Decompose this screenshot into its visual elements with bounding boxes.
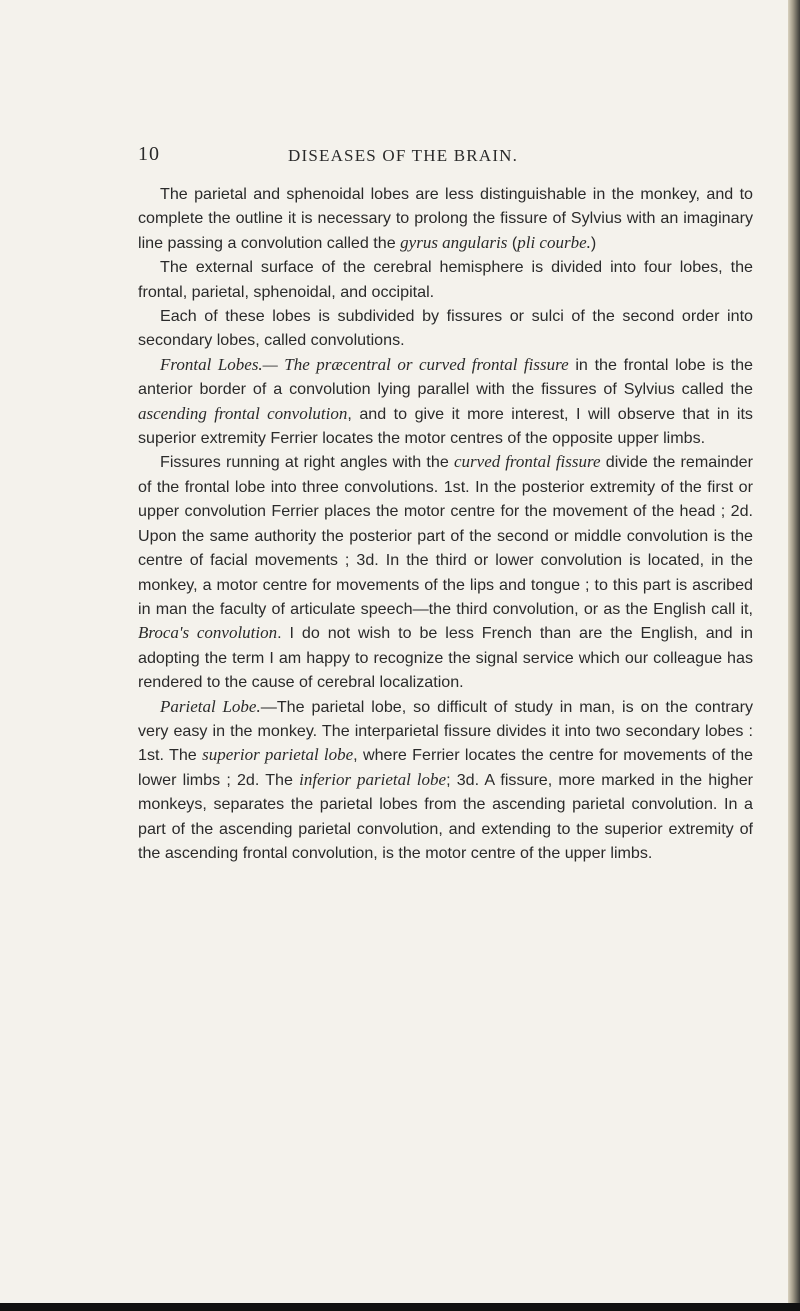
text-run: —The parietal lobe, so difficult of study in man, is on the contrary very easy in the monkey. The interparietal fissure divides it into two secondary lobes : 1st. The (138, 697, 754, 765)
text-run: ) (590, 233, 597, 252)
page-right-edge (788, 0, 800, 1311)
page-header (138, 143, 758, 171)
italic-term: curved frontal fissure (453, 452, 601, 472)
italic-term: superior parietal lobe (202, 745, 354, 765)
section-heading: Frontal Lobes.— The præcentral or curved frontal fissure (160, 354, 569, 374)
body-text (138, 182, 753, 865)
paragraph (138, 353, 753, 451)
running-head: DISEASES OF THE BRAIN. (288, 146, 519, 165)
paragraph (138, 304, 753, 353)
text-run: , and to give it more interest, I will observe that in its superior extremity Ferrier locates the motor centres of the opposite upper limbs. (138, 404, 753, 448)
text-run: Each of these lobes is subdivided by fissures or sulci of the second order into secondary lobes, called convolutions. (138, 307, 753, 350)
italic-term: inferior parietal lobe (299, 769, 447, 789)
text-run: ; 3d. A fissure, more marked in the higher monkeys, separates the parietal lobes from the ascending parietal convolution. In a part of the ascending parietal convolution, and extending to the superior extremity of the ascending frontal convolution, is the motor centre of the upper limbs. (138, 770, 754, 862)
text-run: in the frontal lobe is the anterior border of a convolution lying parallel with the fissures of Sylvius called the (138, 355, 753, 399)
text-run: , where Ferrier locates the centre for movements of the lower limbs ; 2d. The (138, 746, 753, 789)
section-heading: Parietal Lobe. (160, 696, 261, 716)
paragraph (138, 255, 753, 304)
page-number: 10 (138, 143, 160, 165)
italic-term: ascending frontal convolution (138, 403, 348, 423)
paragraph (138, 695, 753, 866)
paragraph (138, 182, 753, 255)
text-run: Fissures running at right angles with the (160, 453, 454, 472)
paragraph (138, 450, 753, 694)
italic-term: Broca's convolution (138, 623, 278, 643)
text-run: divide the remainder of the frontal lobe into three convolutions. 1st. In the posterior extremity of the first or upper convolution Ferrier places the motor centre for the movement of the head ; 2d. Upon the same authority the posterior part of the second or middle convolution is the centre of facial movements ; 3d. In the third or lower convolution is located, in the monkey, a motor centre for movements of the lips and tongue ; to this part is ascribed in man the faculty of articulate speech—the third convolution, or as the English call it, (138, 453, 753, 618)
page-bottom-edge (0, 1303, 800, 1311)
text-run: ( (507, 233, 518, 252)
text-run: The parietal and sphenoidal lobes are less distinguishable in the monkey, and to complete the outline it is necessary to prolong the fissure of Sylvius with an imaginary line passing a convolution called the (138, 185, 753, 252)
text-run: The external surface of the cerebral hemisphere is divided into four lobes, the frontal, parietal, sphenoidal, and occipital. (138, 258, 753, 301)
italic-term: gyrus angularis (400, 232, 508, 252)
text-run: . I do not wish to be less French than are the English, and in adopting the term I am happy to recognize the signal service which our colleague has rendered to the cause of cerebral localization. (138, 624, 753, 692)
italic-term: pli courbe. (517, 232, 591, 252)
